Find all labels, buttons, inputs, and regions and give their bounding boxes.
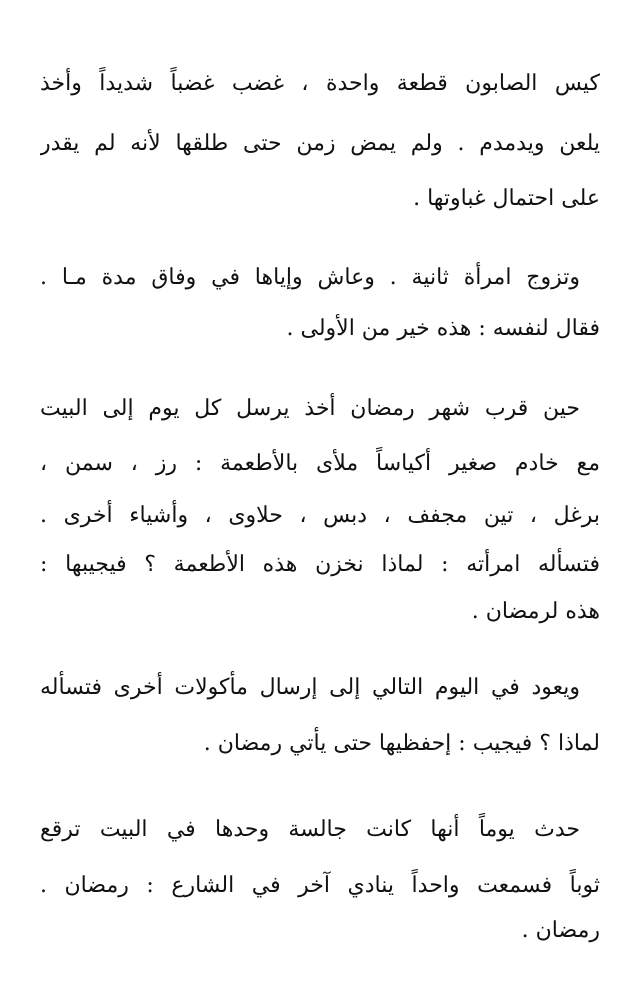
text-line: على احتمال غباوتها . [413,186,600,211]
text-line: لماذا ؟ فيجيب : إحفظيها حتى يأتي رمضان . [203,731,600,756]
text-line: مع خادم صغير أكياساً ملأى بالأطعمة : رز ، سمن ، [40,451,600,476]
text-line: حين قرب شهر رمضان أخذ يرسل كل يوم إلى البيت [40,396,580,421]
text-line: حدث يوماً أنها كانت جالسة وحدها في البيت ترقع [40,817,580,842]
text-line: ثوباً فسمعت واحداً ينادي آخر في الشارع : رمضان . [40,873,600,898]
text-line: فقال لنفسه : هذه خير من الأولى . [286,316,600,341]
text-line: هذه لرمضان . [471,599,600,624]
text-line: رمضان . [521,918,600,943]
text-line: ويعود في اليوم التالي إلى إرسال مأكولات أخرى فتسأله [40,675,580,700]
text-line: برغل ، تين مجفف ، دبس ، حلاوى ، وأشياء أخرى . [40,503,600,528]
text-line: كيس الصابون قطعة واحدة ، غضب غضباً شديداً وأخذ [40,71,600,96]
text-line: وتزوج امرأة ثانية . وعاش وإياها في وفاق مدة مـا . [40,265,580,290]
text-line: يلعن ويدمدم . ولم يمض زمن حتى طلقها لأنه لم يقدر [40,131,600,156]
text-line: فتسأله امرأته : لماذا نخزن هذه الأطعمة ؟ فيجيبها : [40,552,600,577]
